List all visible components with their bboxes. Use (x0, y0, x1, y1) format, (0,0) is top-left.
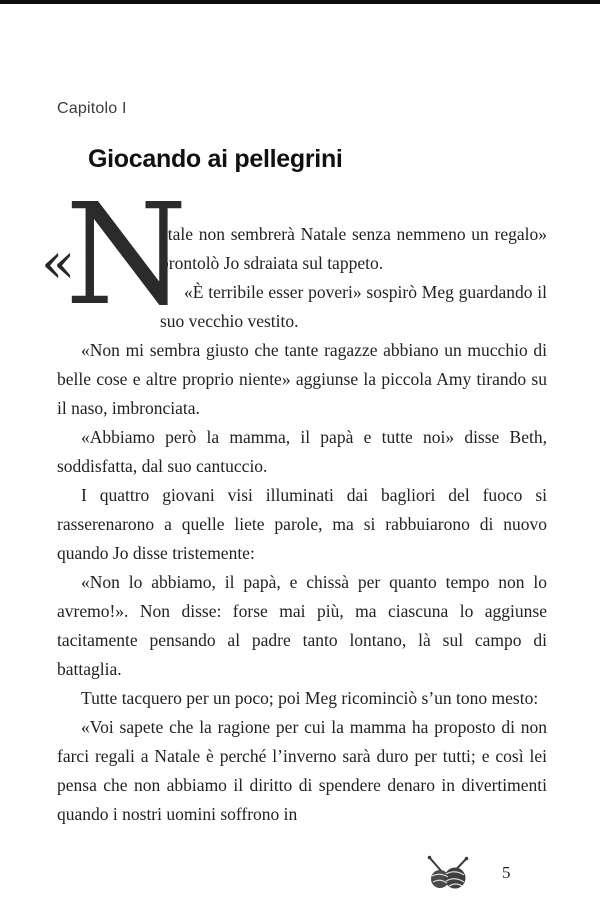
yarn-balls-icon (426, 855, 470, 891)
paragraph: «Abbiamo però la mamma, il papà e tutte noi» disse Beth, soddisfatta, dal suo cantuccio. (57, 427, 547, 476)
drop-cap-letter: N (65, 174, 188, 337)
paragraph: Tutte tacquero per un poco; poi Meg ricominciò s’un tono mesto: (81, 688, 539, 708)
open-guillemet: « (41, 231, 76, 296)
paragraph: «È terribile esser poveri» sospirò Meg guardando il suo vecchio vestito. (160, 282, 547, 331)
paragraph-text: atale non sembrerà Natale senza nemmeno un regalo» brontolò Jo sdraiata sul tappeto. (160, 224, 547, 273)
paragraph: «Non lo abbiamo, il papà, e chissà per quanto tempo non lo avremo!». Non disse: forse mai più, ma ciascuna lo aggiunse tacitamente pensando al padre tanto lontano, là sul campo di battaglia. (57, 572, 547, 679)
body-text (41, 174, 547, 829)
chapter-title: Giocando ai pellegrini (88, 144, 343, 173)
paragraph: «Voi sapete che la ragione per cui la mamma ha proposto di non farci regali a Natale è perché l’inverno sarà duro per tutti; e così lei pensa che non abbiamo il diritto di spendere denaro in divertimenti quando i nostri uomini soffrono in (57, 717, 547, 824)
paragraph: I quattro giovani visi illuminati dai bagliori del fuoco si rasserenarono a quelle liete parole, ma si rabbuiarono di nuovo quando Jo disse tristemente: (57, 485, 547, 563)
page-top-edge (0, 0, 600, 4)
page-number: 5 (502, 863, 511, 882)
paragraph: «Non mi sembra giusto che tante ragazze abbiano un mucchio di belle cose e altre proprio niente» aggiunse la piccola Amy tirando su il naso, imbronciata. (57, 340, 547, 418)
chapter-label: Capitolo I (57, 100, 127, 117)
drop-cap (41, 174, 188, 337)
page-footer (0, 855, 600, 895)
